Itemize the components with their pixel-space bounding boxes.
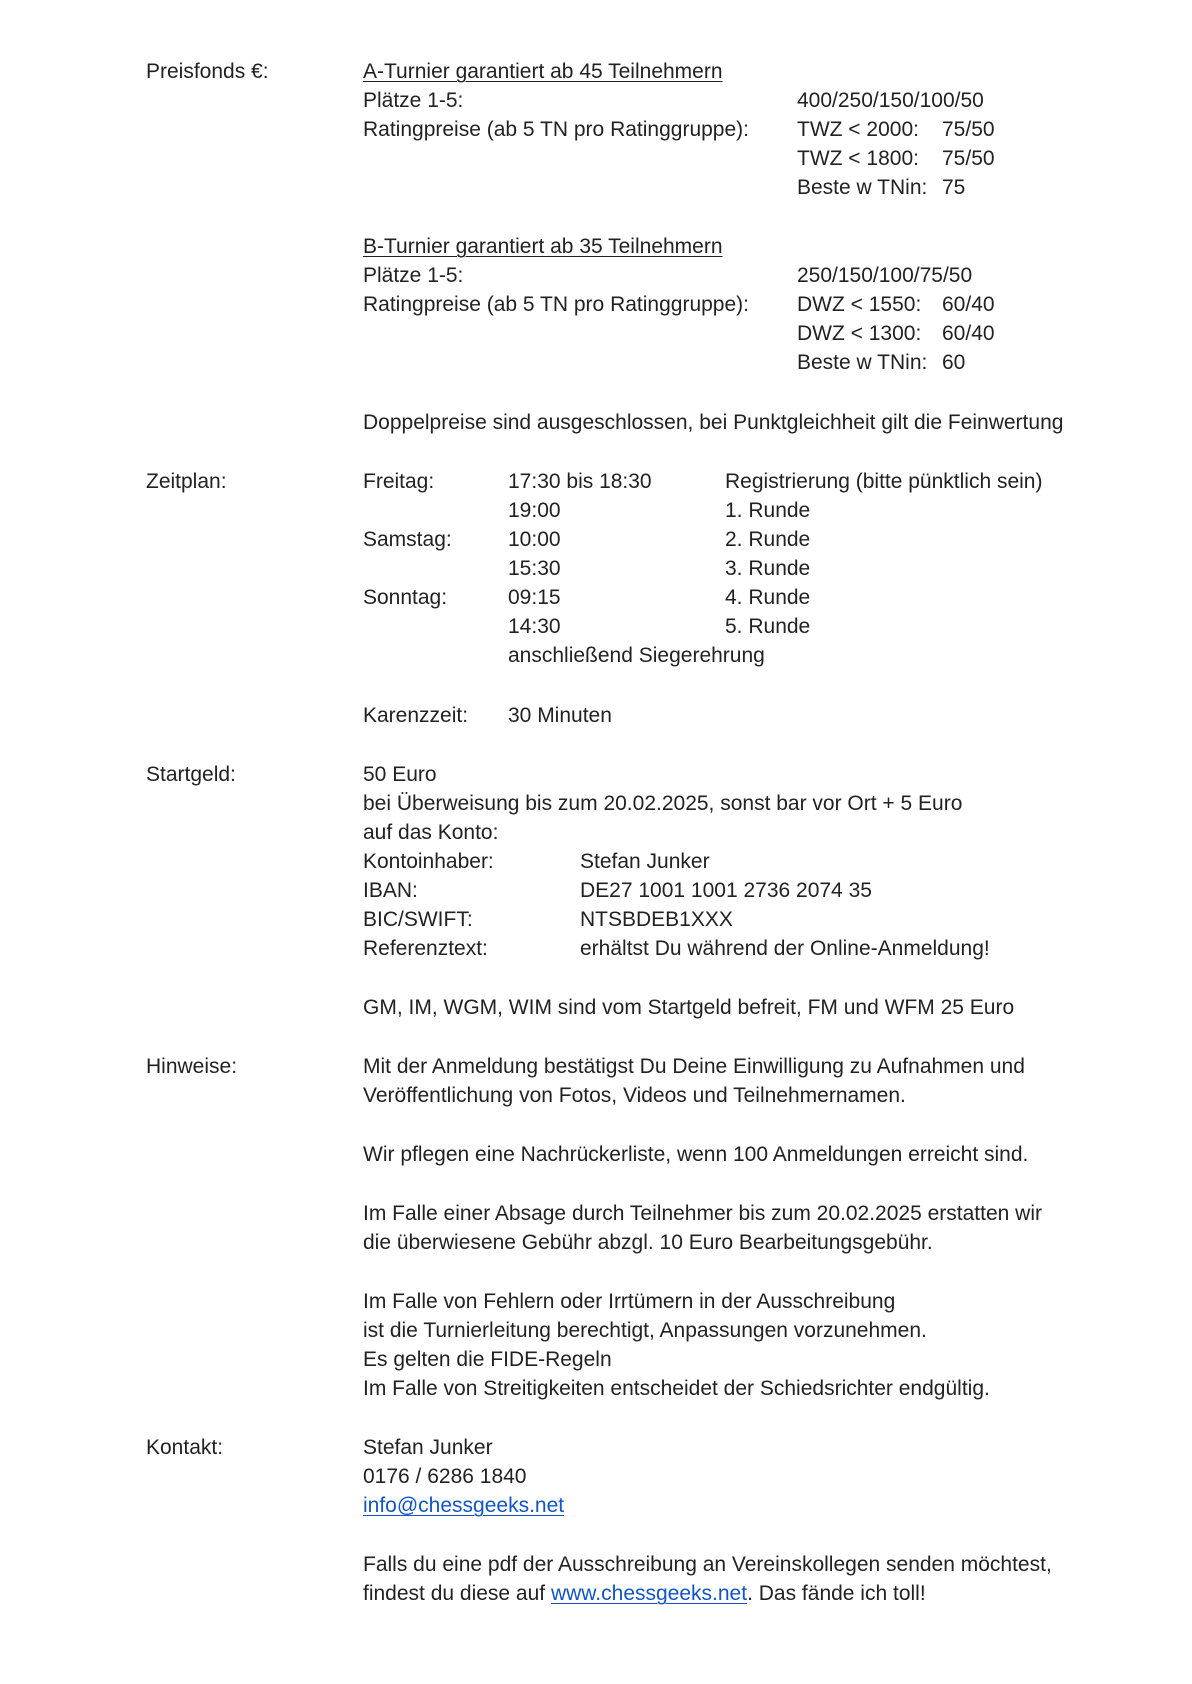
hinweis-line: Mit der Anmeldung bestätigst Du Deine Einwilligung zu Aufnahmen und [363, 1055, 1025, 1078]
hinweis-line: ist die Turnierleitung berechtigt, Anpassungen vorzunehmen. [363, 1319, 927, 1342]
account-value: NTSBDEB1XXX [580, 908, 733, 931]
b-rating-value: 60/40 [942, 322, 995, 345]
hinweis-line: Es gelten die FIDE-Regeln [363, 1348, 612, 1371]
section-label-startgeld: Startgeld: [146, 763, 236, 786]
b-rating-group: Beste w TNin: [797, 351, 928, 374]
b-places-label: Plätze 1-5: [363, 264, 464, 287]
hinweis-line: die überwiesene Gebühr abzgl. 10 Euro Bearbeitungsgebühr. [363, 1231, 933, 1254]
a-rating-group: TWZ < 2000: [797, 118, 919, 141]
a-turnier-heading: A-Turnier garantiert ab 45 Teilnehmern [363, 60, 723, 83]
pdf-note-prefix: findest du diese auf [363, 1582, 551, 1605]
hinweis-line: Wir pflegen eine Nachrückerliste, wenn 100 Anmeldungen erreicht sind. [363, 1143, 1029, 1166]
schedule-time: 10:00 [508, 528, 561, 551]
schedule-event: 2. Runde [725, 528, 811, 551]
account-value: erhältst Du während der Online-Anmeldung! [580, 937, 990, 960]
a-places-value: 400/250/150/100/50 [797, 89, 984, 112]
schedule-time: 15:30 [508, 557, 561, 580]
schedule-time: 09:15 [508, 586, 561, 609]
b-places-value: 250/150/100/75/50 [797, 264, 973, 287]
b-rating-value: 60 [942, 351, 966, 374]
b-rating-label: Ratingpreise (ab 5 TN pro Ratinggruppe): [363, 293, 749, 316]
a-rating-value: 75/50 [942, 118, 995, 141]
b-rating-group: DWZ < 1300: [797, 322, 922, 345]
pdf-note-line1: Falls du eine pdf der Ausschreibung an Vereinskollegen senden möchtest, [363, 1553, 1052, 1576]
schedule-event: Registrierung (bitte pünktlich sein) [725, 470, 1043, 493]
account-value: DE27 1001 1001 2736 2074 35 [580, 879, 872, 902]
pdf-note-line2 [363, 1579, 926, 1608]
hinweis-line: Im Falle von Streitigkeiten entscheidet der Schiedsrichter endgültig. [363, 1377, 990, 1400]
a-rating-value: 75/50 [942, 147, 995, 170]
schedule-event: 3. Runde [725, 557, 811, 580]
section-label-zeitplan: Zeitplan: [146, 470, 227, 493]
hinweis-line: Im Falle einer Absage durch Teilnehmer bis zum 20.02.2025 erstatten wir [363, 1202, 1042, 1225]
account-intro: auf das Konto: [363, 821, 499, 844]
schedule-final: anschließend Siegerehrung [508, 644, 765, 667]
account-key: IBAN: [363, 879, 418, 902]
fee-amount: 50 Euro [363, 763, 437, 786]
section-label-preisfonds: Preisfonds €: [146, 60, 269, 83]
schedule-time: 19:00 [508, 499, 561, 522]
schedule-day: Freitag: [363, 470, 435, 493]
a-rating-value: 75 [942, 176, 966, 199]
b-turnier-heading: B-Turnier garantiert ab 35 Teilnehmern [363, 235, 723, 258]
account-key: Kontoinhaber: [363, 850, 494, 873]
schedule-day: Samstag: [363, 528, 452, 551]
b-rating-group: DWZ < 1550: [797, 293, 922, 316]
a-rating-label: Ratingpreise (ab 5 TN pro Ratinggruppe): [363, 118, 749, 141]
fee-exemption: GM, IM, WGM, WIM sind vom Startgeld befreit, FM und WFM 25 Euro [363, 996, 1015, 1019]
a-rating-group: Beste w TNin: [797, 176, 928, 199]
schedule-time: 17:30 bis 18:30 [508, 470, 652, 493]
website-link[interactable]: www.chessgeeks.net [550, 1582, 748, 1605]
hinweis-line: Veröffentlichung von Fotos, Videos und Teilnehmernamen. [363, 1084, 906, 1107]
a-rating-group: TWZ < 1800: [797, 147, 919, 170]
karenz-label: Karenzzeit: [363, 704, 469, 727]
contact-email-link[interactable]: info@chessgeeks.net [363, 1494, 565, 1517]
account-value: Stefan Junker [580, 850, 710, 873]
section-label-hinweise: Hinweise: [146, 1055, 238, 1078]
schedule-day: Sonntag: [363, 586, 448, 609]
schedule-event: 4. Runde [725, 586, 811, 609]
schedule-event: 1. Runde [725, 499, 811, 522]
karenz-value: 30 Minuten [508, 704, 612, 727]
a-places-label: Plätze 1-5: [363, 89, 464, 112]
section-label-kontakt: Kontakt: [146, 1436, 224, 1459]
account-key: Referenztext: [363, 937, 488, 960]
fee-transfer-note: bei Überweisung bis zum 20.02.2025, sonst bar vor Ort + 5 Euro [363, 792, 963, 815]
b-rating-value: 60/40 [942, 293, 995, 316]
hinweis-line: Im Falle von Fehlern oder Irrtümern in der Ausschreibung [363, 1290, 896, 1313]
contact-name: Stefan Junker [363, 1436, 493, 1459]
schedule-time: 14:30 [508, 615, 561, 638]
prize-note: Doppelpreise sind ausgeschlossen, bei Punktgleichheit gilt die Feinwertung [363, 411, 1064, 434]
pdf-note-suffix: . Das fände ich toll! [747, 1582, 926, 1605]
schedule-event: 5. Runde [725, 615, 811, 638]
contact-phone: 0176 / 6286 1840 [363, 1465, 527, 1488]
account-key: BIC/SWIFT: [363, 908, 473, 931]
